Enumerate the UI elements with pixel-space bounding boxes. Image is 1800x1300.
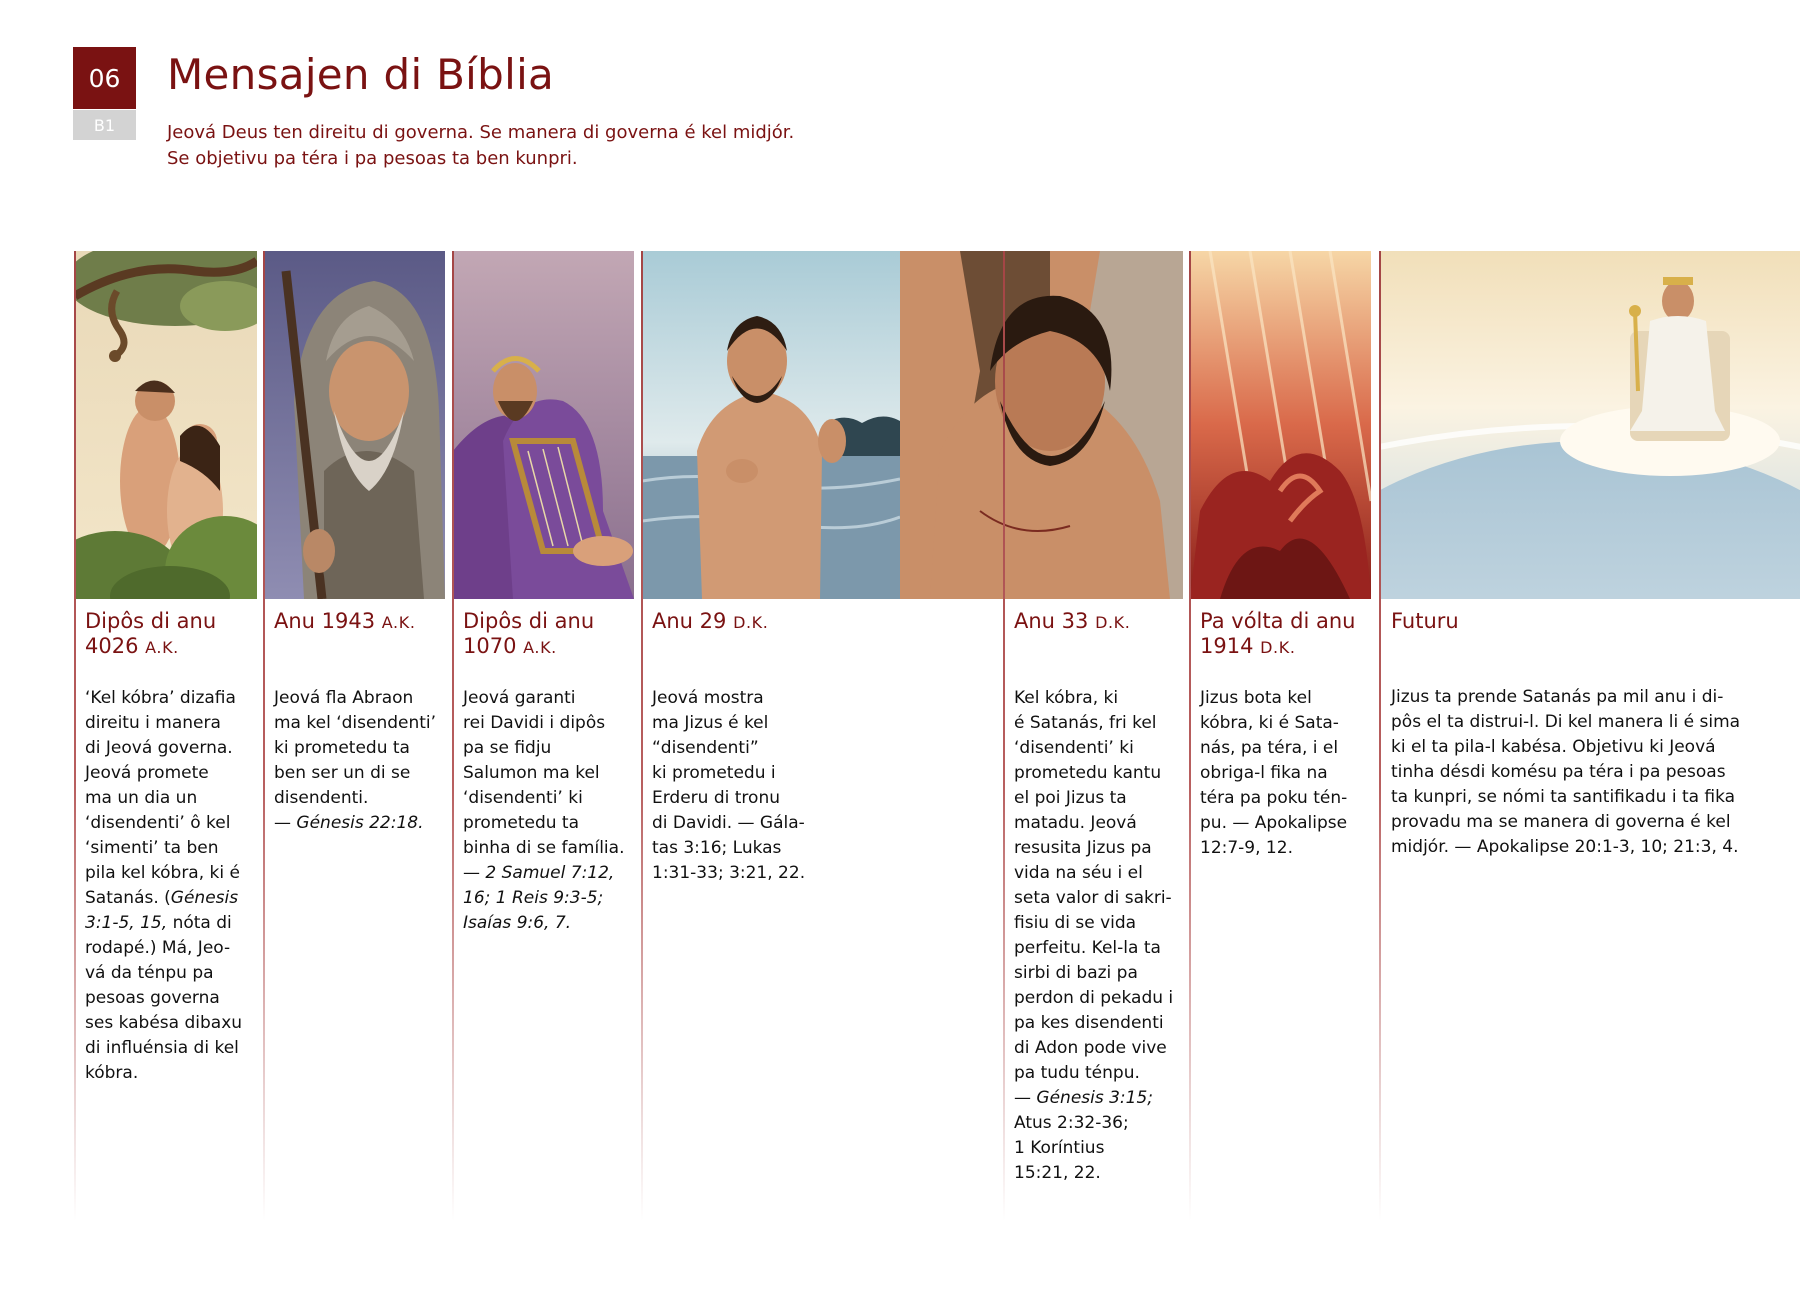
entry-heading: Anu 33 D.K. xyxy=(1014,609,1131,633)
garden-of-eden-adam-eve-serpent-illustration xyxy=(75,251,257,599)
entry-heading: Anu 1943 A.K. xyxy=(274,609,416,633)
abraham-with-staff-illustration xyxy=(264,251,445,599)
entry-heading: Anu 29 D.K. xyxy=(652,609,769,633)
scripture-reference: Génesis 22:18. xyxy=(296,813,424,833)
timeline-entry-1070 xyxy=(463,609,639,936)
timeline-entry-1943 xyxy=(274,609,444,836)
entry-heading: Futuru xyxy=(1391,609,1459,633)
entry-heading: Dipôs di anu 4026 A.K. xyxy=(85,609,217,658)
timeline-divider xyxy=(1003,251,1005,1221)
scripture-reference: 3:1-5, 15, xyxy=(85,913,168,933)
scripture-reference: Génesis 3:15; xyxy=(1036,1088,1154,1108)
scripture-reference: Génesis xyxy=(170,888,239,908)
timeline-divider xyxy=(263,251,265,1221)
entry-text: Jeová garanti rei Davidi i dipôs pa se fidju Salumon ma kel ‘disendenti’ ki prometedu ta binha di se família. — 2 Samuel 7:12, 16; 1 Reis 9:3-5; Isaías 9:6, 7. xyxy=(463,686,639,936)
timeline-divider xyxy=(74,251,76,1221)
scripture-reference: 2 Samuel 7:12, xyxy=(485,863,615,883)
timeline-entry-4026 xyxy=(85,609,255,1086)
entry-heading: Dipôs di anu 1070 A.K. xyxy=(463,609,595,658)
page-subtitle xyxy=(167,120,867,172)
entry-text: ‘Kel kóbra’ dizafia direitu i manera di Jeová governa. Jeová promete ma un dia un ‘disendenti’ ô kel ‘simenti’ ta ben pila kel kóbra, ki é Satanás. (Génesis 3:1-5, 15, nóta di rodapé.) Má, Jeo- vá da ténpu pa pesoas governa ses kabésa dibaxu di influénsia di kel kóbra. xyxy=(85,688,243,1083)
timeline-entry-future xyxy=(1391,609,1791,860)
timeline-divider xyxy=(1189,251,1191,1221)
jesus-baptism-in-river-illustration xyxy=(642,251,900,599)
timeline-divider xyxy=(452,251,454,1221)
entry-text: Jeová mostra ma Jizus é kel “disendenti” ki prometedu i Erderu di tronu di Davidi. — Gála- tas 3:16; Lukas 1:31-33; 3:21, 22. xyxy=(652,688,806,883)
page-title: Mensajen di Bíblia xyxy=(167,50,555,99)
entry-text: Jeová fla Abraon ma kel ‘disendenti’ ki prometedu ta ben ser un di se disendenti. — Génesis 22:18. xyxy=(274,688,437,833)
section-code-badge: B1 xyxy=(73,110,136,140)
jesus-enthroned-over-earth-illustration xyxy=(1380,251,1800,599)
timeline-divider xyxy=(641,251,643,1221)
subtitle-line: Jeová Deus ten direitu di governa. Se manera di governa é kel midjór. xyxy=(167,122,795,143)
entry-text: Kel kóbra, ki é Satanás, fri kel ‘disendenti’ ki prometedu kantu el poi Jizus ta matadu. Jeová resusita Jizus pa vida na séu i el seta valor di sakri- fisiu di se vida perfeitu. Kel-la ta sirbi di bazi pa perdon di pekadu i pa kes disendenti di Adon pode vive pa tudu ténpu. — Génesis 3:15; Atus 2:32-36; 1 Koríntius 15:21, 22. xyxy=(1014,688,1174,1183)
timeline-divider xyxy=(1379,251,1381,1221)
scripture-reference: 16; 1 Reis 9:3-5; xyxy=(463,888,604,908)
timeline-entry-33 xyxy=(1014,609,1186,1186)
timeline-entry-1914 xyxy=(1200,609,1378,861)
jesus-on-stake-illustration xyxy=(900,251,1183,599)
satan-cast-down-illustration xyxy=(1190,251,1371,599)
scripture-reference: Isaías 9:6, 7. xyxy=(463,913,572,933)
king-david-with-harp-illustration xyxy=(453,251,634,599)
entry-heading: Pa vólta di anu 1914 D.K. xyxy=(1200,609,1356,658)
entry-text: Jizus bota kel kóbra, ki é Sata- nás, pa téra, i el obriga-l fika na téra pa poku tén- pu. — Apokalipse 12:7-9, 12. xyxy=(1200,688,1348,858)
chapter-number-badge: 06 xyxy=(73,47,136,109)
entry-text: Jizus ta prende Satanás pa mil anu i di- pôs el ta distrui-l. Di kel manera li é sima ki el ta pila-l kabésa. Objetivu ki Jeová tinha désdi komésu pa téra i pa pesoas ta kunpri, se nómi ta santifikadu i ta fika provadu ma se manera di governa é kel midjór. — Apokalipse 20:1-3, 10; 21:3, 4. xyxy=(1391,687,1741,857)
timeline-entry-29 xyxy=(652,609,852,886)
subtitle-line: Se objetivu pa téra i pa pesoas ta ben kunpri. xyxy=(167,148,578,169)
